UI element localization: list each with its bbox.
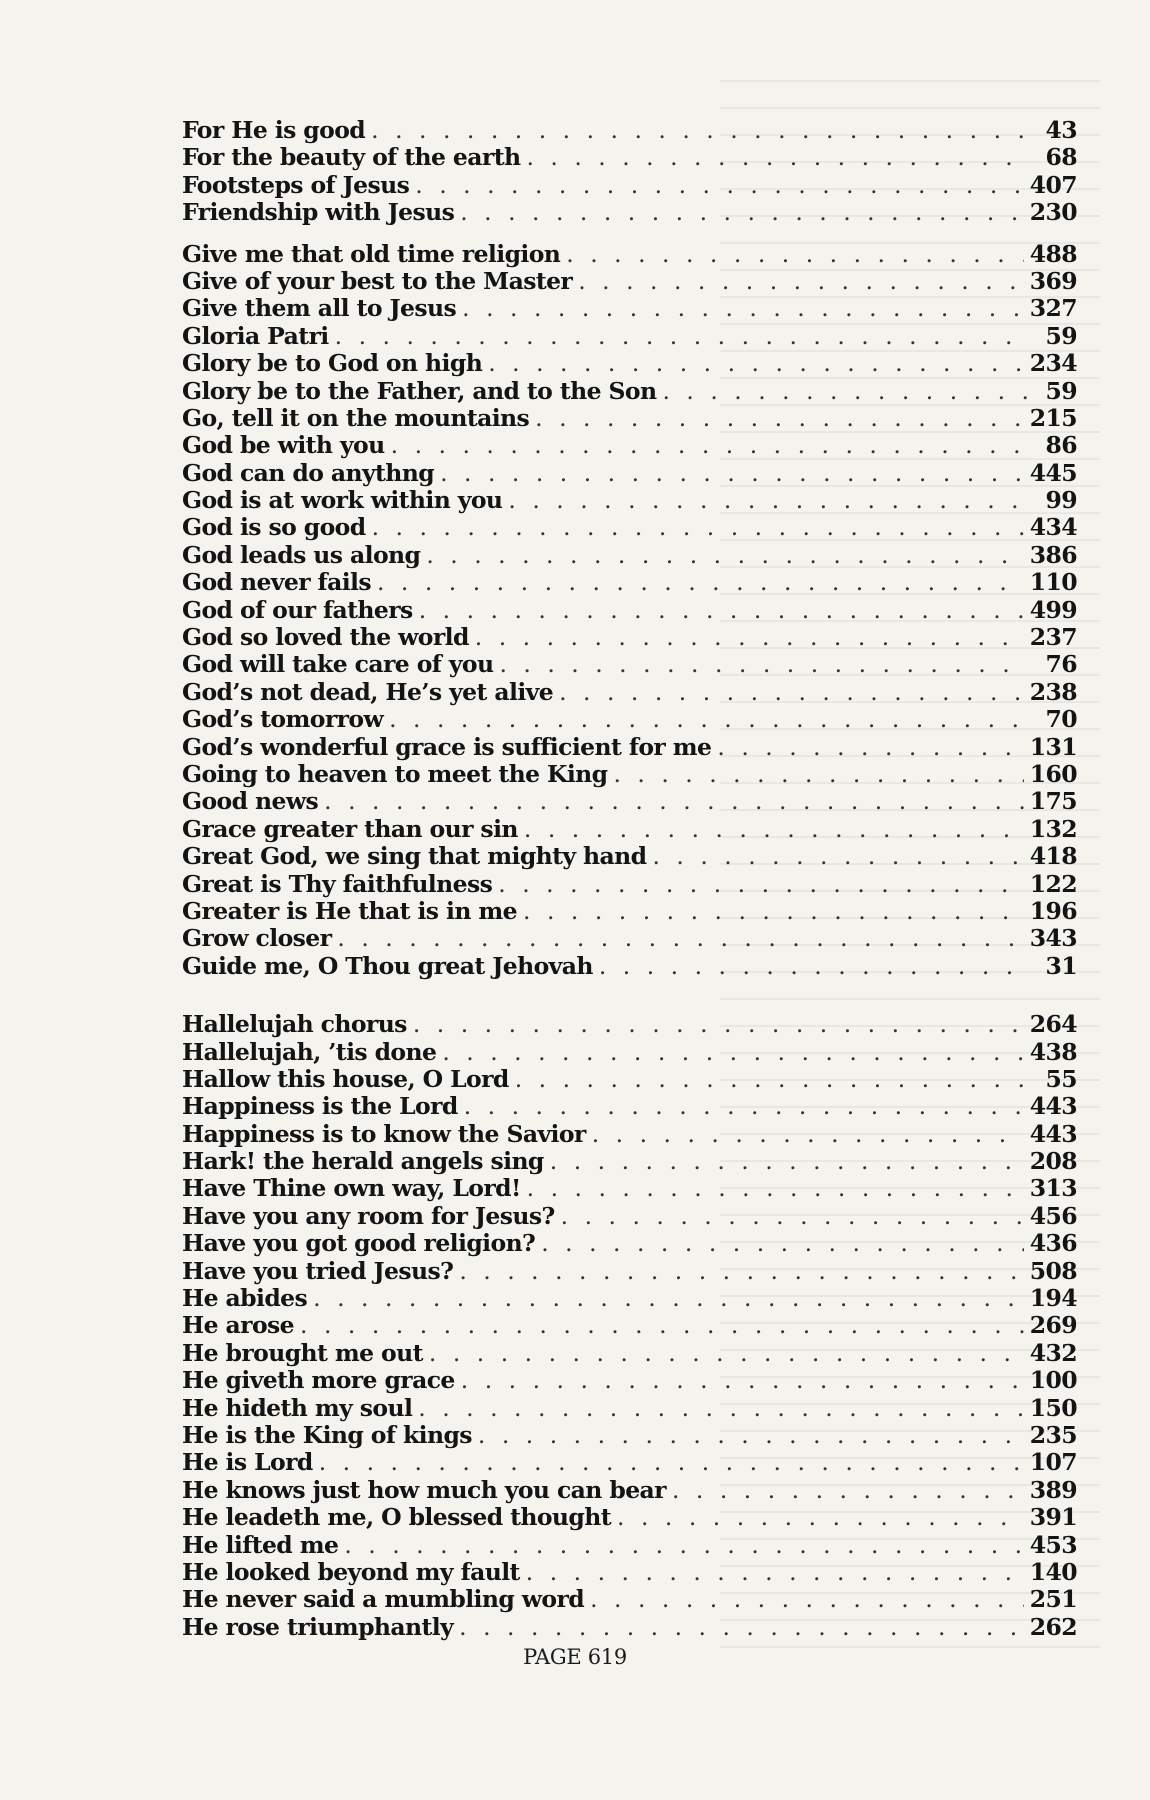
dot-leader <box>371 117 1027 144</box>
index-entry <box>182 1011 1077 1038</box>
dot-leader <box>523 898 1024 925</box>
entry-page-number: 160 <box>1029 760 1077 788</box>
entry-title: God never fails <box>182 569 371 597</box>
entry-title: God so loved the world <box>182 624 469 652</box>
index-entry <box>182 1532 1077 1559</box>
entry-title: Give them all to Jesus <box>182 295 457 323</box>
index-entry <box>182 1121 1077 1148</box>
entry-page-number: 131 <box>1029 733 1077 761</box>
entry-title: He is Lord <box>182 1449 313 1477</box>
entry-title: Going to heaven to meet the King <box>182 760 608 788</box>
entry-title: Happiness is to know the Savior <box>182 1120 586 1148</box>
index-entry <box>182 1586 1077 1613</box>
index-entry <box>182 199 1077 226</box>
entry-page-number: 445 <box>1029 459 1077 487</box>
entry-page-number: 269 <box>1029 1312 1077 1340</box>
entry-title: God of our fathers <box>182 596 413 624</box>
entry-page-number: 43 <box>1045 117 1077 144</box>
entry-page-number: 107 <box>1029 1449 1077 1477</box>
dot-leader <box>526 1559 1024 1586</box>
index-entry <box>182 1395 1077 1422</box>
entry-title: Grow closer <box>182 925 332 953</box>
entry-title: Greater is He that is in me <box>182 897 518 925</box>
entry-title: Give of your best to the Master <box>182 267 573 295</box>
index-group-f <box>182 117 1077 227</box>
entry-title: Go, tell it on the mountains <box>182 404 530 432</box>
entry-page-number: 194 <box>1029 1285 1077 1313</box>
entry-page-number: 68 <box>1045 144 1077 172</box>
dot-leader <box>418 1395 1023 1422</box>
index-entry <box>182 405 1077 432</box>
dot-leader <box>541 1230 1024 1257</box>
entry-title: Glory be to God on high <box>182 350 483 378</box>
index-entry <box>182 1039 1077 1066</box>
dot-leader <box>391 432 1027 459</box>
dot-leader <box>613 761 1023 788</box>
index-entry <box>182 241 1077 268</box>
index-entry <box>182 1422 1077 1449</box>
entry-page-number: 432 <box>1029 1339 1077 1367</box>
entry-page-number: 436 <box>1029 1230 1077 1258</box>
entry-page-number: 443 <box>1029 1093 1077 1121</box>
index-entry <box>182 651 1077 678</box>
entry-page-number: 31 <box>1045 952 1077 980</box>
entry-page-number: 122 <box>1029 870 1077 898</box>
entry-page-number: 453 <box>1029 1531 1077 1559</box>
entry-title: He looked beyond my fault <box>182 1558 520 1586</box>
dot-leader <box>535 405 1024 432</box>
dot-leader <box>475 624 1024 651</box>
dot-leader <box>415 172 1023 199</box>
index-entry <box>182 1066 1077 1093</box>
dot-leader <box>324 788 1024 815</box>
entry-title: For He is good <box>182 117 366 144</box>
entry-page-number: 70 <box>1045 706 1077 734</box>
dot-leader <box>335 323 1027 350</box>
entry-title: God’s wonderful grace is sufficient for me <box>182 733 712 761</box>
entry-page-number: 434 <box>1029 514 1077 542</box>
entry-title: He arose <box>182 1312 295 1340</box>
index-entry <box>182 569 1077 596</box>
entry-page-number: 150 <box>1029 1394 1077 1422</box>
dot-leader <box>464 1093 1024 1120</box>
entry-page-number: 251 <box>1029 1586 1077 1614</box>
dot-leader <box>337 925 1023 952</box>
entry-title: God is at work within you <box>182 487 503 515</box>
entry-title: He brought me out <box>182 1339 423 1367</box>
index-entry <box>182 843 1077 870</box>
index-entry <box>182 953 1077 980</box>
dot-leader <box>440 460 1024 487</box>
entry-title: He lifted me <box>182 1531 339 1559</box>
entry-title: Have Thine own way, Lord! <box>182 1175 521 1203</box>
dot-leader <box>652 843 1023 870</box>
index-entry <box>182 350 1077 377</box>
index-entry <box>182 788 1077 815</box>
page-number-footer: PAGE 619 <box>523 1645 627 1669</box>
entry-title: Great God, we sing that mighty hand <box>182 843 647 871</box>
entry-page-number: 99 <box>1045 487 1077 515</box>
dot-leader <box>459 1614 1024 1641</box>
index-entry <box>182 624 1077 651</box>
dot-leader <box>459 1258 1023 1285</box>
dot-leader <box>526 144 1027 171</box>
entry-page-number: 175 <box>1029 788 1077 816</box>
index-entry <box>182 1614 1077 1641</box>
dot-leader <box>319 1449 1024 1476</box>
index-entry <box>182 144 1077 171</box>
dot-leader <box>515 1066 1027 1093</box>
dot-leader <box>498 871 1023 898</box>
index-entry <box>182 706 1077 733</box>
entry-page-number: 235 <box>1029 1421 1077 1449</box>
entry-page-number: 59 <box>1045 322 1077 350</box>
dot-leader <box>599 953 1027 980</box>
entry-title: God will take care of you <box>182 651 494 679</box>
index-entry <box>182 679 1077 706</box>
entry-title: God’s tomorrow <box>182 706 384 734</box>
entry-page-number: 386 <box>1029 541 1077 569</box>
dot-leader <box>300 1312 1024 1339</box>
entry-page-number: 389 <box>1029 1476 1077 1504</box>
entry-page-number: 438 <box>1029 1038 1077 1066</box>
entry-title: Glory be to the Father, and to the Son <box>182 377 657 405</box>
entry-page-number: 230 <box>1029 199 1077 227</box>
entry-title: God can do anythng <box>182 459 435 487</box>
index-entry <box>182 1093 1077 1120</box>
entry-page-number: 196 <box>1029 897 1077 925</box>
entry-page-number: 499 <box>1029 596 1077 624</box>
index-entry <box>182 1285 1077 1312</box>
dot-leader <box>372 514 1024 541</box>
entry-title: Hallelujah, ’tis done <box>182 1038 437 1066</box>
entry-page-number: 369 <box>1029 267 1077 295</box>
index-entry <box>182 542 1077 569</box>
entry-page-number: 234 <box>1029 350 1077 378</box>
dot-leader <box>590 1586 1024 1613</box>
index-entry <box>182 898 1077 925</box>
entry-title: Hallelujah chorus <box>182 1011 407 1039</box>
entry-title: Great is Thy faithfulness <box>182 870 493 898</box>
entry-title: He knows just how much you can bear <box>182 1476 666 1504</box>
entry-page-number: 508 <box>1029 1257 1077 1285</box>
index-entry <box>182 1477 1077 1504</box>
dot-leader <box>617 1504 1024 1531</box>
index-entry <box>182 1312 1077 1339</box>
entry-title: God is so good <box>182 514 366 542</box>
index-entry <box>182 1449 1077 1476</box>
index-entry <box>182 925 1077 952</box>
dot-leader <box>561 1203 1024 1230</box>
entry-page-number: 343 <box>1029 925 1077 953</box>
index-entry <box>182 1203 1077 1230</box>
dot-leader <box>717 734 1023 761</box>
entry-page-number: 132 <box>1029 815 1077 843</box>
entry-title: Have you tried Jesus? <box>182 1257 454 1285</box>
index-entry <box>182 597 1077 624</box>
index-entry <box>182 172 1077 199</box>
dot-leader <box>461 1367 1024 1394</box>
dot-leader <box>672 1477 1024 1504</box>
entry-title: He is the King of kings <box>182 1421 472 1449</box>
entry-page-number: 110 <box>1029 569 1077 597</box>
entry-page-number: 76 <box>1045 651 1077 679</box>
entry-title: He leadeth me, O blessed thought <box>182 1504 611 1532</box>
index-entry <box>182 1504 1077 1531</box>
entry-page-number: 55 <box>1045 1065 1077 1093</box>
dot-leader <box>389 706 1027 733</box>
dot-leader <box>566 241 1023 268</box>
entry-page-number: 443 <box>1029 1120 1077 1148</box>
index-entry <box>182 1258 1077 1285</box>
index-entry <box>182 871 1077 898</box>
entry-title: Friendship with Jesus <box>182 199 455 227</box>
index-entry <box>182 1367 1077 1394</box>
entry-page-number: 59 <box>1045 377 1077 405</box>
entry-title: Good news <box>182 788 319 816</box>
dot-leader <box>499 651 1027 678</box>
entry-page-number: 237 <box>1029 624 1077 652</box>
index-entry <box>182 761 1077 788</box>
index-entry <box>182 1175 1077 1202</box>
index-group-h <box>182 1011 1077 1641</box>
dot-leader <box>460 199 1024 226</box>
entry-title: Grace greater than our sin <box>182 815 518 843</box>
dot-leader <box>429 1340 1024 1367</box>
dot-leader <box>559 679 1024 706</box>
dot-leader <box>344 1532 1023 1559</box>
index-entry <box>182 432 1077 459</box>
entry-title: Happiness is the Lord <box>182 1093 458 1121</box>
entry-page-number: 488 <box>1029 240 1077 268</box>
entry-title: He rose triumphantly <box>182 1613 454 1641</box>
entry-title: Footsteps of Jesus <box>182 171 410 199</box>
entry-page-number: 264 <box>1029 1011 1077 1039</box>
index-entry <box>182 1148 1077 1175</box>
dot-leader <box>550 1148 1024 1175</box>
entry-title: He giveth more grace <box>182 1367 455 1395</box>
index-entry <box>182 295 1077 322</box>
index-entry <box>182 734 1077 761</box>
index-group-g <box>182 241 1077 981</box>
dot-leader <box>527 1175 1024 1202</box>
index-entry <box>182 460 1077 487</box>
dot-leader <box>413 1011 1024 1038</box>
entry-page-number: 391 <box>1029 1504 1077 1532</box>
entry-page-number: 418 <box>1029 843 1077 871</box>
entry-title: God leads us along <box>182 541 421 569</box>
entry-title: For the beauty of the earth <box>182 144 521 172</box>
index-entry <box>182 514 1077 541</box>
dot-leader <box>524 816 1024 843</box>
entry-page-number: 215 <box>1029 404 1077 432</box>
index-entry <box>182 487 1077 514</box>
entry-title: He hideth my soul <box>182 1394 413 1422</box>
entry-page-number: 86 <box>1045 432 1077 460</box>
entry-title: Have you any room for Jesus? <box>182 1202 555 1230</box>
index-entry <box>182 1340 1077 1367</box>
entry-page-number: 262 <box>1029 1613 1077 1641</box>
entry-page-number: 313 <box>1029 1175 1077 1203</box>
entry-title: God’s not dead, He’s yet alive <box>182 678 554 706</box>
entry-page-number: 407 <box>1029 171 1077 199</box>
entry-title: God be with you <box>182 432 385 460</box>
dot-leader <box>578 268 1024 295</box>
index-entry <box>182 323 1077 350</box>
dot-leader <box>426 542 1023 569</box>
dot-leader <box>442 1039 1023 1066</box>
entry-page-number: 238 <box>1029 678 1077 706</box>
index-entry <box>182 816 1077 843</box>
entry-title: He never said a mumbling word <box>182 1586 585 1614</box>
dot-leader <box>478 1422 1024 1449</box>
entry-page-number: 100 <box>1029 1367 1077 1395</box>
entry-title: Give me that old time religion <box>182 240 561 268</box>
dot-leader <box>377 569 1024 596</box>
entry-title: Have you got good religion? <box>182 1230 536 1258</box>
entry-title: Hallow this house, O Lord <box>182 1065 509 1093</box>
entry-title: He abides <box>182 1285 308 1313</box>
dot-leader <box>313 1285 1024 1312</box>
dot-leader <box>462 295 1024 322</box>
entry-page-number: 140 <box>1029 1558 1077 1586</box>
dot-leader <box>592 1121 1024 1148</box>
hymn-index <box>182 117 1077 1641</box>
index-entry <box>182 268 1077 295</box>
entry-title: Gloria Patri <box>182 322 329 350</box>
index-entry <box>182 378 1077 405</box>
dot-leader <box>508 487 1027 514</box>
entry-page-number: 456 <box>1029 1202 1077 1230</box>
entry-page-number: 208 <box>1029 1148 1077 1176</box>
dot-leader <box>419 597 1024 624</box>
index-entry <box>182 1559 1077 1586</box>
index-entry <box>182 1230 1077 1257</box>
index-entry <box>182 117 1077 144</box>
entry-page-number: 327 <box>1029 295 1077 323</box>
dot-leader <box>662 378 1027 405</box>
entry-title: Hark! the herald angels sing <box>182 1148 544 1176</box>
dot-leader <box>488 350 1024 377</box>
entry-title: Guide me, O Thou great Jehovah <box>182 952 593 980</box>
